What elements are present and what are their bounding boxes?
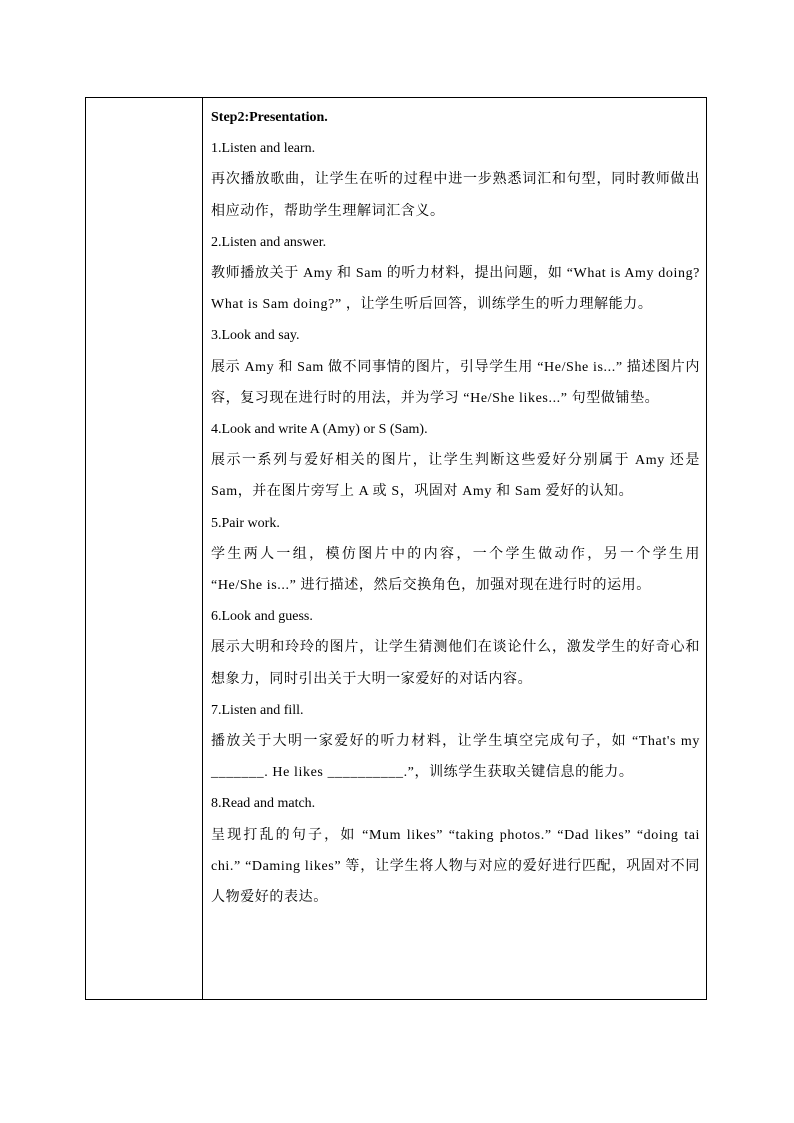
item-body: 再次播放歌曲，让学生在听的过程中进一步熟悉词汇和句型，同时教师做出相应动作，帮助学生理解词汇含义。 [211, 172, 700, 219]
section-heading: Step2:Presentation. [211, 110, 328, 125]
item-body: 教师播放关于 Amy 和 Sam 的听力材料，提出问题，如 “What is Amy doing? What is Sam doing?” ，让学生听后回答，训练学生的听力理解能力。 [211, 265, 700, 313]
item-title: 1.Listen and learn. [211, 141, 316, 157]
item-title: 4.Look and write A (Amy) or S (Sam). [211, 421, 428, 437]
content-cell [203, 98, 706, 999]
item-body: 呈现打乱的句子，如 “Mum likes” “taking photos.” “Dad likes” “doing tai chi.” “Daming likes” 等，让学生将人物与对应的爱好进行匹配，巩固对不同人物爱好的表达。 [211, 827, 700, 905]
item-body: 学生两人一组，模仿图片中的内容，一个学生做动作，另一个学生用 “He/She is...” 进行描述，然后交换角色，加强对现在进行时的运用。 [211, 546, 700, 593]
left-column-cell [86, 98, 203, 999]
item-body: 展示大明和玲玲的图片，让学生猜测他们在谈论什么，激发学生的好奇心和想象力，同时引出关于大明一家爱好的对话内容。 [211, 640, 700, 687]
item-body: 展示 Amy 和 Sam 做不同事情的图片，引导学生用 “He/She is...” 描述图片内容，复习现在进行时的用法，并为学习 “He/She likes...” 句型做铺垫。 [211, 359, 700, 406]
item-body: 播放关于大明一家爱好的听力材料，让学生填空完成句子，如 “That's my _______. He likes __________.”，训练学生获取关键信息的能力。 [211, 733, 700, 781]
lesson-table [85, 97, 707, 1000]
item-title: 8.Read and match. [211, 796, 316, 812]
item-title: 2.Listen and answer. [211, 234, 327, 250]
item-title: 6.Look and guess. [211, 609, 313, 625]
item-title: 5.Pair work. [211, 515, 280, 531]
item-title: 3.Look and say. [211, 328, 300, 344]
item-body: 展示一系列与爱好相关的图片，让学生判断这些爱好分别属于 Amy 还是 Sam，并在图片旁写上 A 或 S，巩固对 Amy 和 Sam 爱好的认知。 [211, 453, 700, 500]
item-title: 7.Listen and fill. [211, 702, 304, 718]
